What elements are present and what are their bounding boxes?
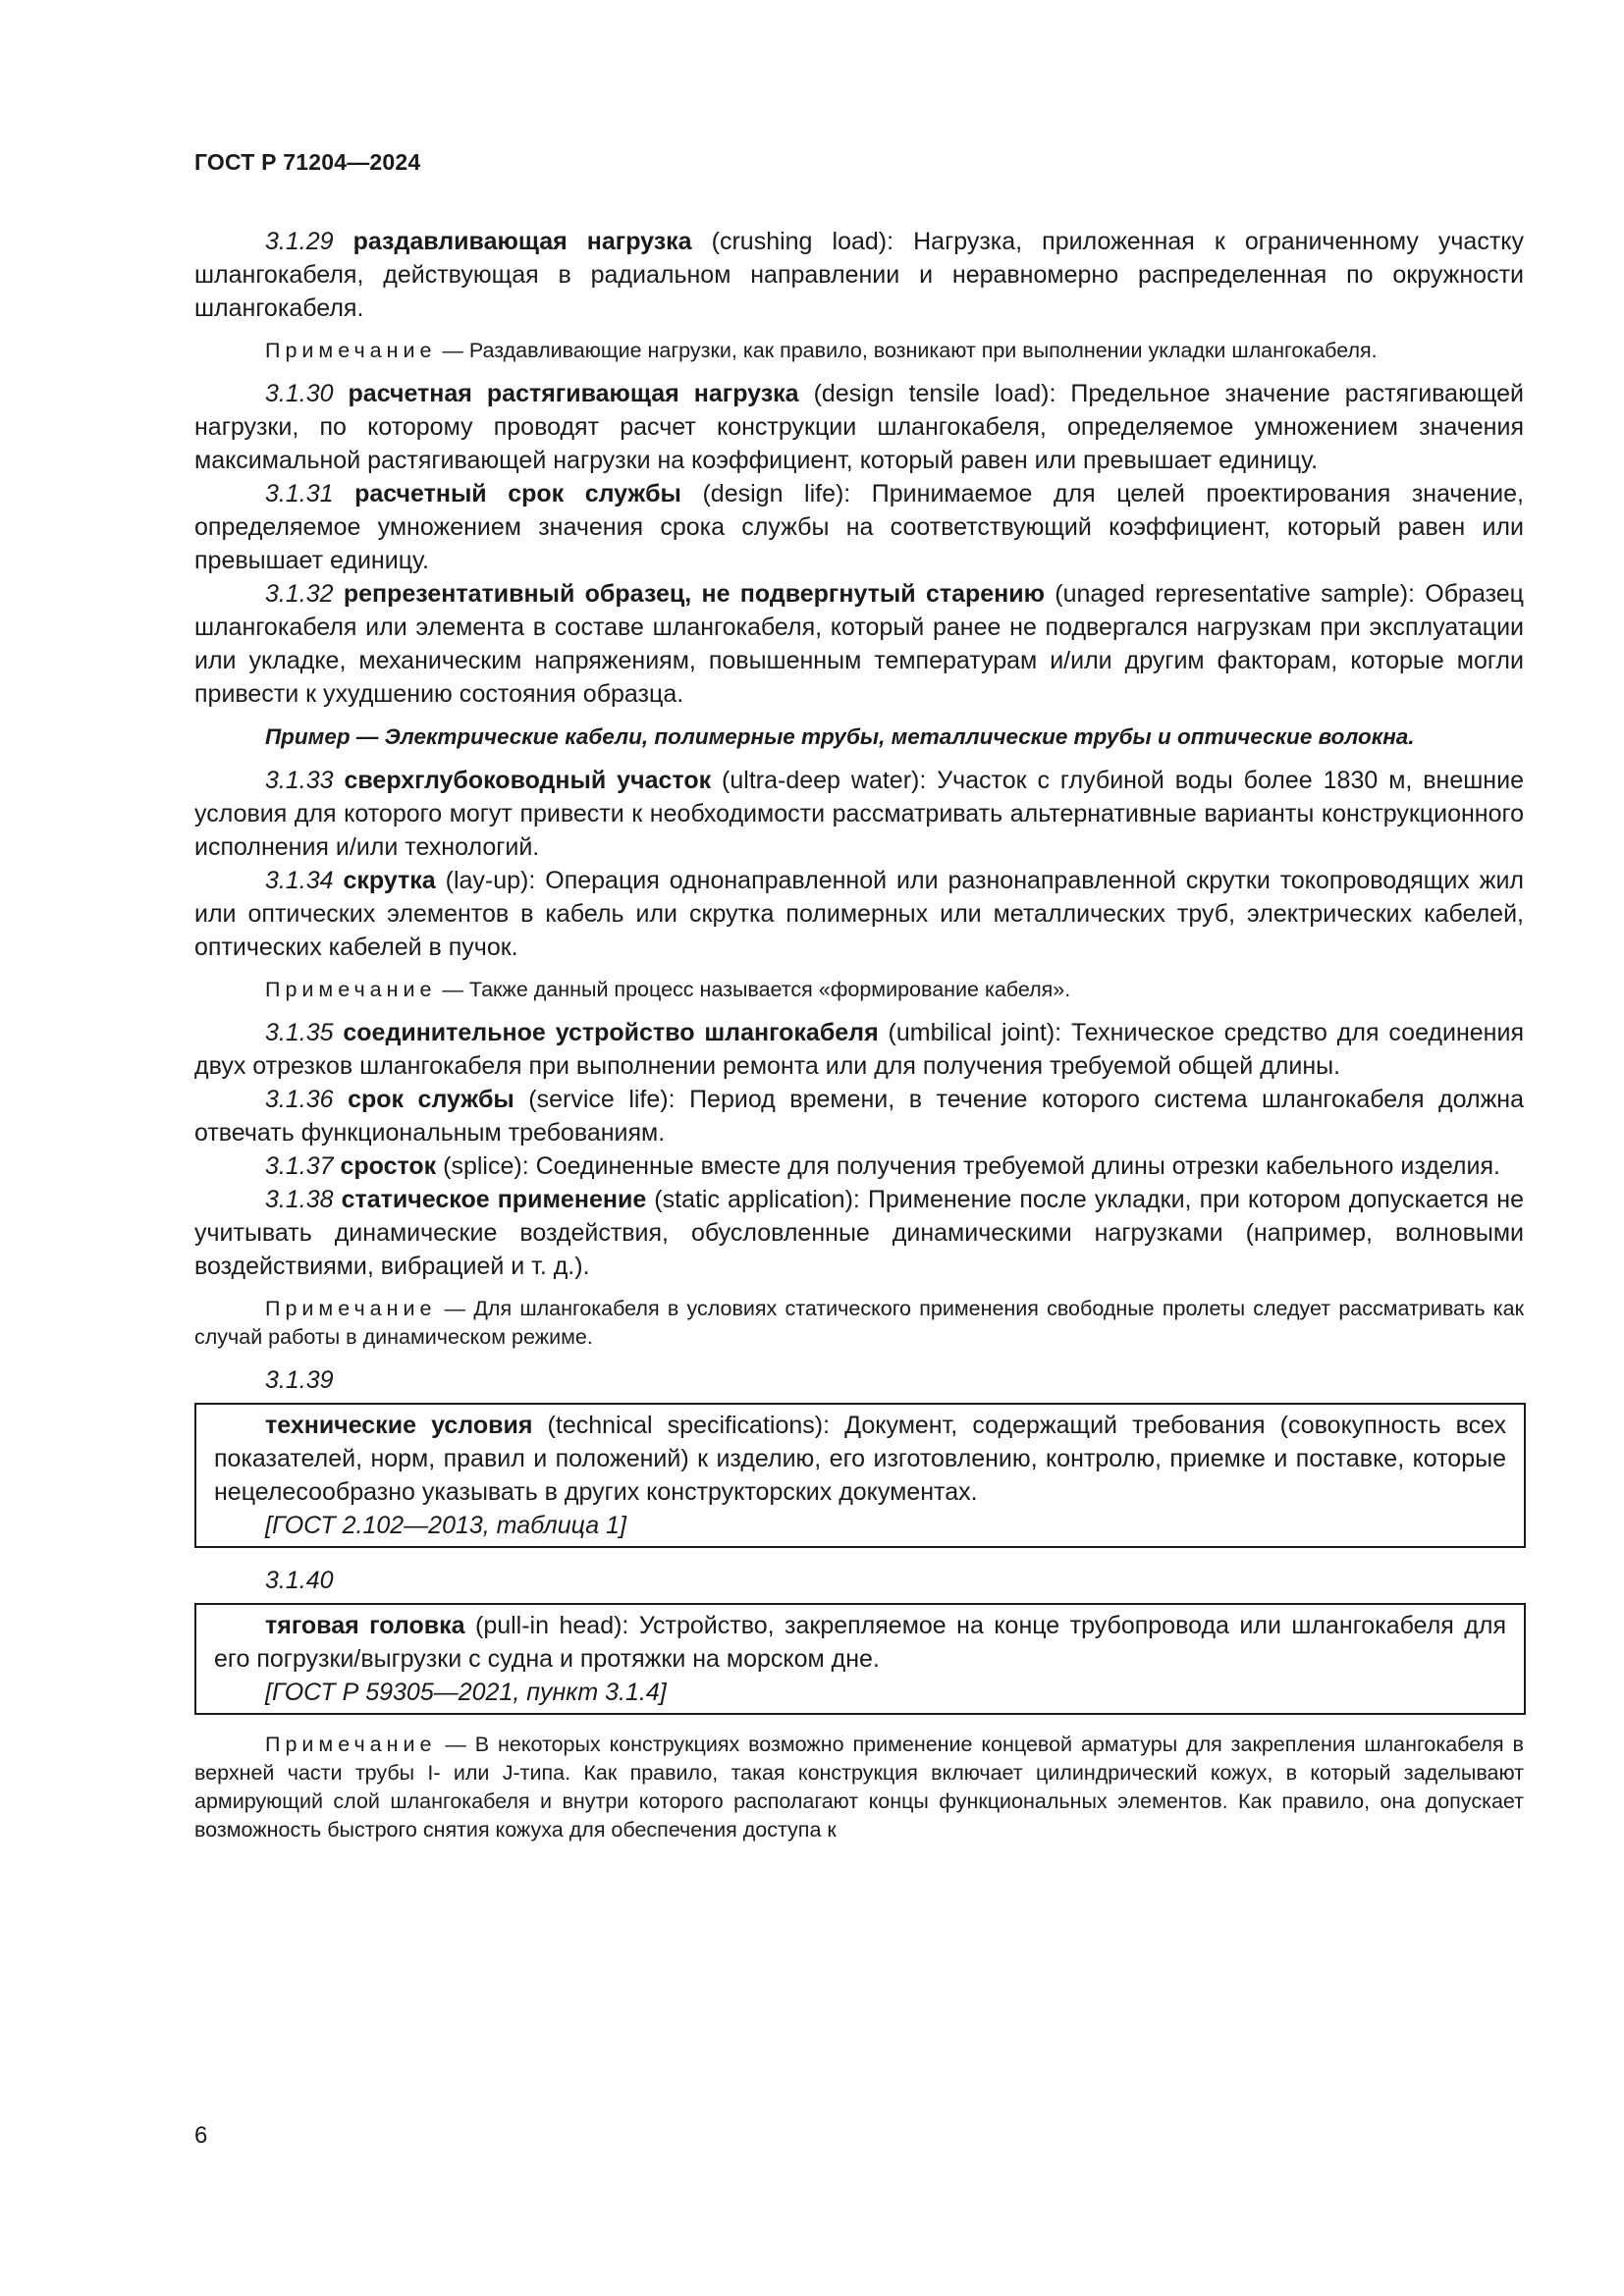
term-definition: (technical specifications): Документ, содержащий требования (совокупность всех показателей, норм, правил и положений) к изделию, его изготовлению, контролю, приемке и поставке, которые нецелесообразно указывать в других конструкторских документах.	[214, 1412, 1506, 1506]
term-title: скрутка	[343, 867, 436, 894]
framed-term-definition	[214, 1609, 1506, 1676]
note-dash: —	[436, 1733, 475, 1756]
page-number: 6	[194, 2122, 208, 2149]
term-title: сверхглубоководный участок	[344, 767, 712, 794]
note-label: Примечание	[265, 1297, 437, 1320]
note-3-1-40	[194, 1731, 1524, 1844]
term-entry-3-1-32	[194, 577, 1524, 711]
term-entry-3-1-37	[194, 1149, 1524, 1183]
framed-term-3-1-39	[194, 1403, 1526, 1548]
term-title: расчетная растягивающая нагрузка	[348, 380, 799, 407]
note-text: Раздавливающие нагрузки, как правило, возникают при выполнении укладки шлангокабеля.	[468, 339, 1378, 362]
term-number-3-1-39: 3.1.39	[265, 1366, 334, 1394]
framed-term-3-1-40	[194, 1603, 1526, 1715]
note-3-1-29	[194, 337, 1524, 365]
note-label: Примечание	[265, 978, 437, 1001]
term-number: 3.1.36	[265, 1086, 334, 1113]
source-reference: [ГОСТ Р 59305—2021, пункт 3.1.4]	[265, 1679, 667, 1706]
document-body	[194, 225, 1524, 1856]
example-3-1-32: Пример — Электрические кабели, полимерные трубы, металлические трубы и оптические волокна.	[265, 724, 1415, 749]
term-title: статическое применение	[341, 1186, 647, 1213]
term-entry-3-1-29	[194, 225, 1524, 325]
term-definition: (static application): Применение после укладки, при котором допускается не учитывать динамические воздействия, обусловленные динамическими нагрузками (например, волновыми воздействиями, вибрацией и т. д.).	[194, 1186, 1524, 1280]
note-text: В некоторых конструкциях возможно применение концевой арматуры для закрепления шлангокабеля в верхней части трубы I- или J-типа. Как правило, такая конструкция включает цилиндрический кожух, в который заделывают армирующий слой шлангокабеля и внутри которого располагают концы функциональных элементов. Как правило, она допускает возможность быстрого снятия кожуха для обеспечения доступа к	[194, 1733, 1524, 1842]
term-title: технические условия	[265, 1412, 533, 1439]
term-title: соединительное устройство шлангокабеля	[343, 1019, 879, 1046]
term-number-3-1-40: 3.1.40	[265, 1567, 334, 1594]
term-number: 3.1.37	[265, 1152, 334, 1180]
term-definition: (pull-in head): Устройство, закрепляемое на конце трубопровода или шлангокабеля для его погрузки/выгрузки с судна и протяжки на морском дне.	[214, 1612, 1507, 1673]
document-code-header: ГОСТ Р 71204—2024	[194, 149, 421, 175]
note-label: Примечание	[265, 1733, 437, 1756]
term-definition: (unaged representative sample): Образец шлангокабеля или элемента в составе шлангокабеля, который ранее не подвергался нагрузкам при эксплуатации или укладке, механическим напряжениям, повышенным температурам и/или другим факторам, которые могли привести к ухудшению состояния образца.	[194, 580, 1524, 708]
term-number: 3.1.38	[265, 1186, 334, 1213]
term-definition: (lay-up): Операция однонаправленной или разнонаправленной скрутки токопроводящих жил или оптических элементов в кабель или скрутка полимерных или металлических труб, электрических кабелей, оптических кабелей в пучок.	[194, 867, 1524, 961]
term-definition: (ultra-deep water): Участок с глубиной воды более 1830 м, внешние условия для которого могут привести к необходимости рассматривать альтернативные варианты конструкционного исполнения и/или технологий.	[194, 767, 1524, 861]
term-number: 3.1.34	[265, 867, 334, 894]
note-dash: —	[436, 339, 469, 362]
term-definition: (design tensile load): Предельное значение растягивающей нагрузки, по которому проводят расчет конструкции шлангокабеля, определяемое умножением значения максимальной растягивающей нагрузки на коэффициент, который равен или превышает единицу.	[194, 380, 1524, 474]
term-entry-3-1-36	[194, 1083, 1524, 1149]
term-entry-3-1-30	[194, 377, 1524, 477]
note-3-1-38	[194, 1295, 1524, 1352]
note-dash: —	[436, 978, 469, 1001]
note-label: Примечание	[265, 339, 437, 362]
term-definition: (design life): Принимаемое для целей проектирования значение, определяемое умножением значения срока службы на соответствующий коэффициент, который равен или превышает единицу.	[194, 480, 1524, 574]
term-title: репрезентативный образец, не подвергнутый старению	[343, 580, 1045, 608]
term-number: 3.1.35	[265, 1019, 334, 1046]
term-number: 3.1.29	[265, 228, 334, 255]
term-title: сросток	[340, 1152, 437, 1180]
source-reference: [ГОСТ 2.102—2013, таблица 1]	[265, 1512, 626, 1539]
note-dash: —	[436, 1297, 474, 1320]
term-definition: (service life): Период времени, в течение которого система шлангокабеля должна отвечать функциональным требованиям.	[194, 1086, 1525, 1147]
term-title: расчетный срок службы	[354, 480, 681, 507]
term-number: 3.1.30	[265, 380, 334, 407]
term-entry-3-1-31	[194, 477, 1524, 577]
term-entry-3-1-35	[194, 1016, 1524, 1083]
term-definition: (crushing load): Нагрузка, приложенная к ограниченному участку шлангокабеля, действующая в радиальном направлении и неравномерно распределенная по окружности шлангокабеля.	[194, 228, 1524, 322]
note-text: Для шлангокабеля в условиях статического применения свободные пролеты следует рассматривать как случай работы в динамическом режиме.	[194, 1297, 1525, 1349]
term-number: 3.1.33	[265, 767, 334, 794]
note-text: Также данный процесс называется «формирование кабеля».	[468, 978, 1071, 1001]
note-3-1-34	[194, 976, 1524, 1004]
term-number: 3.1.32	[265, 580, 334, 608]
term-definition: (umbilical joint): Техническое средство для соединения двух отрезков шлангокабеля при выполнении ремонта или для получения требуемой общей длины.	[194, 1019, 1524, 1080]
term-title: срок службы	[348, 1086, 514, 1113]
term-title: тяговая головка	[265, 1612, 465, 1639]
term-entry-3-1-38	[194, 1183, 1524, 1283]
framed-term-definition	[214, 1409, 1506, 1509]
term-entry-3-1-34	[194, 864, 1524, 964]
term-title: раздавливающая нагрузка	[352, 228, 692, 255]
term-number: 3.1.31	[265, 480, 334, 507]
term-entry-3-1-33	[194, 764, 1524, 864]
term-definition: (splice): Соединенные вместе для получения требуемой длины отрезки кабельного изделия.	[436, 1152, 1500, 1180]
